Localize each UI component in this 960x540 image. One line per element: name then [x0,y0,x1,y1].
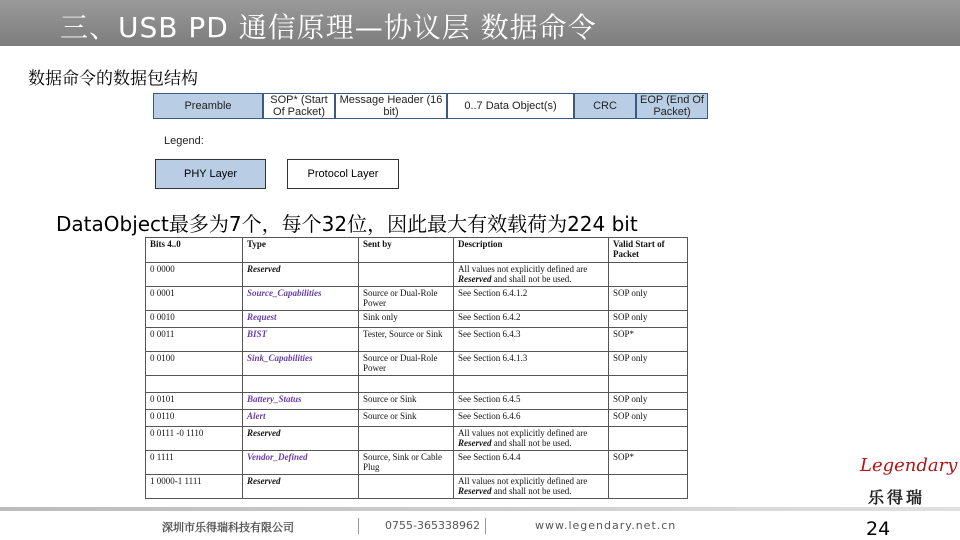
cell-sent-by: Source or Dual-Role Power [359,352,454,376]
cell-description [454,393,609,410]
legend-label: Legend: [164,135,204,147]
cell-description [454,311,609,328]
cell-description [454,287,609,311]
page-number: 24 [866,518,891,540]
header-type: Type [243,238,359,263]
cell-valid-sop: SOP only [609,410,688,427]
cell-valid-sop: SOP only [609,393,688,410]
legend-protocol-layer: Protocol Layer [287,159,399,189]
footer-company: 深圳市乐得瑞科技有限公司 [162,521,294,534]
cell-description [454,451,609,475]
cell-valid-sop [609,427,688,451]
description-text: All values not explicitly defined are [458,476,588,486]
description-text: See Section 6.4.2 [458,312,521,322]
description-text: See Section 6.4.3 [458,329,521,339]
data-message-types-table [145,237,688,499]
footer-phone: 0755-365338962 [385,519,480,532]
packet-field-data-objects: 0..7 Data Object(s) [447,93,574,119]
cell-description [454,475,609,499]
packet-field-preamble: Preamble [153,93,263,119]
description-text: All values not explicitly defined are [458,428,588,438]
cell-bits: 0 0011 [146,328,243,352]
cell-sent-by: Source or Sink [359,393,454,410]
cell-sent-by [359,376,454,393]
description-text: and shall not be used. [491,274,572,284]
cell-description [454,328,609,352]
cell-type: Reserved [243,427,359,451]
packet-field-eop: EOP (End Of Packet) [636,93,708,119]
cell-type[interactable]: Source_Capabilities [243,287,359,311]
cell-type: Reserved [243,263,359,287]
cell-type[interactable]: Battery_Status [243,393,359,410]
cell-type[interactable]: Vendor_Defined [243,451,359,475]
cell-valid-sop: SOP only [609,287,688,311]
title-bar [0,0,960,46]
table-row [146,287,688,311]
cell-valid-sop [609,263,688,287]
description-emphasis: Reserved [458,438,492,448]
logo-script-text: Legendary [860,455,958,476]
table-row [146,393,688,410]
cell-description [454,376,609,393]
description-text: See Section 6.4.5 [458,394,521,404]
cell-valid-sop [609,376,688,393]
cell-valid-sop: SOP only [609,311,688,328]
cell-bits: 0 0110 [146,410,243,427]
cell-type[interactable]: Alert [243,410,359,427]
slide-title: 三、USB PD 通信原理—协议层 数据命令 [60,11,597,44]
cell-valid-sop: SOP* [609,328,688,352]
footer-separator [358,518,359,534]
cell-valid-sop: SOP only [609,352,688,376]
cell-bits: 0 0111 -0 1110 [146,427,243,451]
cell-sent-by [359,475,454,499]
cell-bits [146,376,243,393]
packet-field-sop: SOP* (Start Of Packet) [263,93,335,119]
description-text: See Section 6.4.1.3 [458,353,528,363]
cell-bits: 0 0100 [146,352,243,376]
table-row [146,427,688,451]
cell-type[interactable]: BIST [243,328,359,352]
description-text: and shall not be used. [491,486,572,496]
description-emphasis: Reserved [458,486,492,496]
cell-valid-sop [609,475,688,499]
header-valid-sop: Valid Start of Packet [609,238,688,263]
cell-valid-sop: SOP* [609,451,688,475]
table-header-row [146,238,688,263]
packet-field-crc: CRC [574,93,636,119]
footer-divider [0,507,960,511]
table-row [146,328,688,352]
cell-sent-by [359,427,454,451]
cell-sent-by: Tester, Source or Sink [359,328,454,352]
packet-field-message-header: Message Header (16 bit) [335,93,447,119]
payload-statement: DataObject最多为7个，每个32位，因此最大有效载荷为224 bit [56,212,638,236]
section-subtitle: 数据命令的数据包结构 [28,69,198,89]
cell-description [454,263,609,287]
table-row [146,311,688,328]
cell-sent-by: Sink only [359,311,454,328]
cell-description [454,427,609,451]
table-row [146,410,688,427]
description-text: See Section 6.4.4 [458,452,521,462]
company-logo [860,455,958,510]
table-row [146,352,688,376]
table-row [146,451,688,475]
cell-type: Reserved [243,475,359,499]
table-row [146,263,688,287]
legend-phy-layer: PHY Layer [155,159,266,189]
cell-sent-by: Source or Dual-Role Power [359,287,454,311]
description-text: See Section 6.4.6 [458,411,521,421]
logo-chinese-text: 乐得瑞 [868,488,926,507]
description-text: All values not explicitly defined are [458,264,588,274]
cell-bits: 0 0001 [146,287,243,311]
cell-type[interactable]: Request [243,311,359,328]
header-bits: Bits 4..0 [146,238,243,263]
header-sent-by: Sent by [359,238,454,263]
cell-sent-by: Source or Sink [359,410,454,427]
footer-website: www.legendary.net.cn [535,519,677,532]
description-emphasis: Reserved [458,274,492,284]
cell-description [454,352,609,376]
cell-sent-by [359,263,454,287]
cell-bits: 0 0010 [146,311,243,328]
cell-bits: 0 0000 [146,263,243,287]
description-text: and shall not be used. [491,438,572,448]
table-row [146,475,688,499]
header-description: Description [454,238,609,263]
footer-separator [485,518,486,534]
cell-sent-by: Source, Sink or Cable Plug [359,451,454,475]
cell-bits: 0 1111 [146,451,243,475]
cell-description [454,410,609,427]
table-row [146,376,688,393]
cell-bits: 1 0000-1 1111 [146,475,243,499]
cell-type[interactable]: Sink_Capabilities [243,352,359,376]
cell-bits: 0 0101 [146,393,243,410]
cell-type [243,376,359,393]
description-text: See Section 6.4.1.2 [458,288,528,298]
